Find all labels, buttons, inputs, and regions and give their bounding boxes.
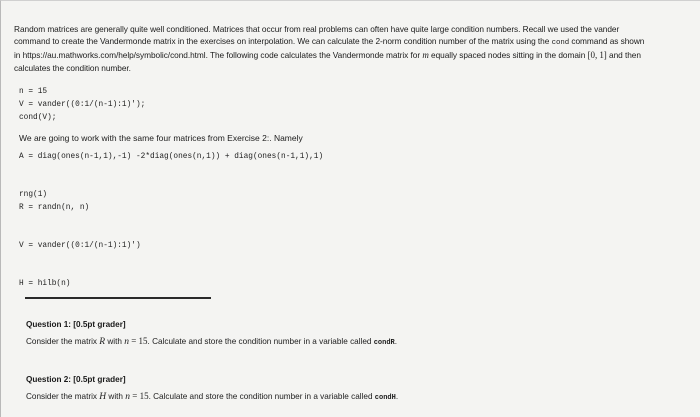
question-2-text-a: Consider the matrix bbox=[26, 392, 100, 401]
code-line-n: n = 15 bbox=[19, 88, 48, 96]
matrix-r-variable: R bbox=[99, 337, 106, 347]
question-2-end: . bbox=[395, 392, 399, 401]
section-divider bbox=[25, 297, 211, 299]
question-2-title: Question 2: [0.5pt grader] bbox=[26, 375, 126, 384]
question-2-body bbox=[26, 391, 398, 402]
intro-line-1: Random matrices are generally quite well conditioned. Matrices that occur from real problems can often have quite large condition numbers. Recall we used the vander bbox=[14, 24, 620, 34]
exercise-intro-text: We are going to work with the same four matrices from Exercise 2:. Namely bbox=[19, 133, 303, 143]
intro-line-3-text-c: and then bbox=[606, 50, 641, 61]
code-line-matrix-v: V = vander((0:1/(n-1):1)') bbox=[19, 242, 141, 250]
question-1-end: . bbox=[394, 337, 398, 346]
intro-line-2-text-a: command to create the Vandermonde matrix in the exercises on interpolation. We can calculate the 2-norm condition number of the matrix using the bbox=[14, 36, 552, 47]
code-line-rng: rng(1) bbox=[19, 191, 48, 199]
intro-line-2 bbox=[14, 35, 696, 49]
condr-variable-name: condR bbox=[373, 339, 395, 347]
question-1-text-a: Consider the matrix bbox=[26, 337, 100, 346]
question-1-body bbox=[26, 336, 397, 347]
intro-line-3 bbox=[14, 49, 696, 61]
code-line-vander: V = vander((0:1/(n-1):1)'); bbox=[19, 101, 146, 109]
intro-line-3-text-a[interactable]: in https://au.mathworks.com/help/symbolic/cond.html. The following code calculates the Vandermonde matrix for bbox=[14, 50, 423, 61]
m-variable: m bbox=[422, 50, 429, 61]
code-line-cond: cond(V); bbox=[19, 114, 57, 122]
intro-line-2-text-b: command as shown bbox=[569, 36, 645, 47]
n-variable: n bbox=[125, 392, 131, 402]
cond-command-code: cond bbox=[551, 39, 570, 48]
code-line-matrix-r: R = randn(n, n) bbox=[19, 204, 90, 212]
question-1-text-b: with bbox=[105, 337, 125, 346]
question-2-text-c: . Calculate and store the condition number in a variable called bbox=[148, 392, 375, 401]
matrix-h-variable: H bbox=[99, 392, 107, 402]
intro-line-4: calculates the condition number. bbox=[14, 62, 131, 73]
domain-interval: [0, 1] bbox=[587, 50, 607, 61]
n-variable: n bbox=[124, 337, 129, 347]
n-value: = 15 bbox=[128, 336, 148, 346]
code-line-matrix-a: A = diag(ones(n-1,1),-1) -2*diag(ones(n,1)) + diag(ones(n-1,1),1) bbox=[19, 153, 324, 161]
intro-line-3-text-b: equally spaced nodes sitting in the domain bbox=[428, 50, 588, 61]
question-2-text-b: with bbox=[106, 392, 126, 401]
code-line-matrix-h: H = hilb(n) bbox=[19, 280, 71, 288]
n-value: = 15 bbox=[130, 391, 149, 401]
question-1-text-c: . Calculate and store the condition number in a variable called bbox=[147, 337, 374, 346]
condh-variable-name: condH bbox=[374, 394, 396, 402]
question-1-title: Question 1: [0.5pt grader] bbox=[26, 320, 126, 329]
intro-paragraph bbox=[14, 23, 696, 74]
